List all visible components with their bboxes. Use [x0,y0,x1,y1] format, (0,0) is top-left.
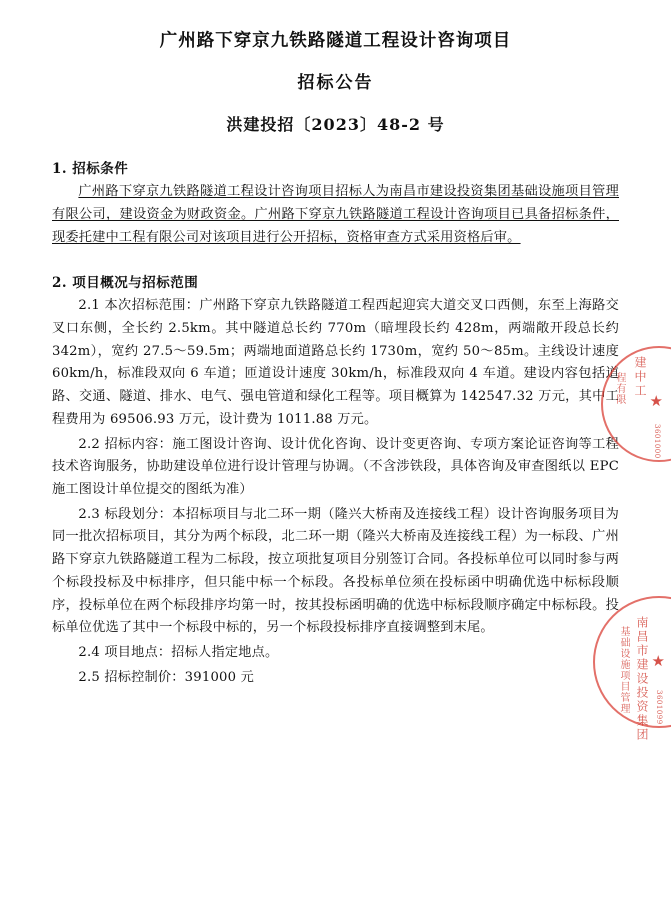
red-seal-2-text: 南昌市建设投资集团 [635,616,649,742]
section-heading-2: 2. 项目概况与招标范围 [52,275,199,292]
section-heading-1: 1. 招标条件 [52,161,129,178]
red-seal-1-star-icon: ★ [649,392,663,410]
red-seal-1-text: 建中工 [633,356,647,398]
section-2-paragraph-1: 2.1 本次招标范围：广州路下穿京九铁路隧道工程西起迎宾大道交叉口西侧，东至上海路交叉口东侧，全长约 2.5km。其中隧道总长约 770m（暗埋段长约 428m，两端敞开段总长约 342m），宽约 27.5～59.5m；两端地面道路总长约 1730m，宽约 50～85m。主线设计速度 60km/h，标准段双向 6 车道；匝道设计速度 30km/h，标准段双向 4 车道。建设内容包括道路、交通、隧道、排水、电气、强电管道和绿化工程等。项目概算为 142547.32 万元，其中工程费用为 69506.93 万元，设计费为 1011.88 万元。 [52,298,619,427]
red-seal-2-text-secondary: 基础设施项目管理 [618,626,629,714]
document-subtitle: 招标公告 [297,73,374,94]
section-1-paragraph-1: 广州路下穿京九铁路隧道工程设计咨询项目招标人为南昌市建设投资集团基础设施项目管理有限公司，建设资金为财政资金。广州路下穿京九铁路隧道工程设计咨询项目已具备招标条件，现委托建中工程有限公司对该项目进行公开招标，资格审查方式采用资格后审。 [52,184,619,245]
red-seal-1-text-secondary: 程有限 [614,372,625,405]
red-seal-2-number: 3601099 [655,690,663,725]
red-seal-2-star-icon: ★ [651,652,665,670]
red-seal-1-number: 3601000 [653,424,661,459]
section-2-paragraph-4: 2.4 项目地点：招标人指定地点。 [78,644,279,660]
section-2-paragraph-2: 2.2 招标内容：施工图设计咨询、设计优化咨询、设计变更咨询、专项方案论证咨询等工程技术咨询服务，协助建设单位进行设计管理与协调。（不含涉铁段，具体咨询及审查图纸以 EPC 施工图设计单位提交的图纸为准） [52,436,619,497]
document-number: 洪建投招〔2023〕48-2 号 [226,115,445,135]
section-2-paragraph-3: 2.3 标段划分：本招标项目与北二环一期（隆兴大桥南及连接线工程）设计咨询服务项目为同一批次招标项目，其分为两个标段，北二环一期（隆兴大桥南及连接线工程）为一标段、广州路下穿京九铁路隧道工程为二标段，按立项批复项目分别签订合同。各投标单位可以同时参与两个标段投标及中标排序，但只能中标一个标段。各投标单位须在投标函中明确优选中标标段顺序，投标单位在两个标段排序均第一时，按其投标函明确的优选中标标段顺序确定中标标段。投标单位优选了其中一个标段中标的，另一个标段投标排序直接调整到末尾。 [52,506,619,636]
document-title: 广州路下穿京九铁路隧道工程设计咨询项目 [159,31,512,51]
section-2-paragraph-5: 2.5 招标控制价：391000 元 [78,669,255,685]
